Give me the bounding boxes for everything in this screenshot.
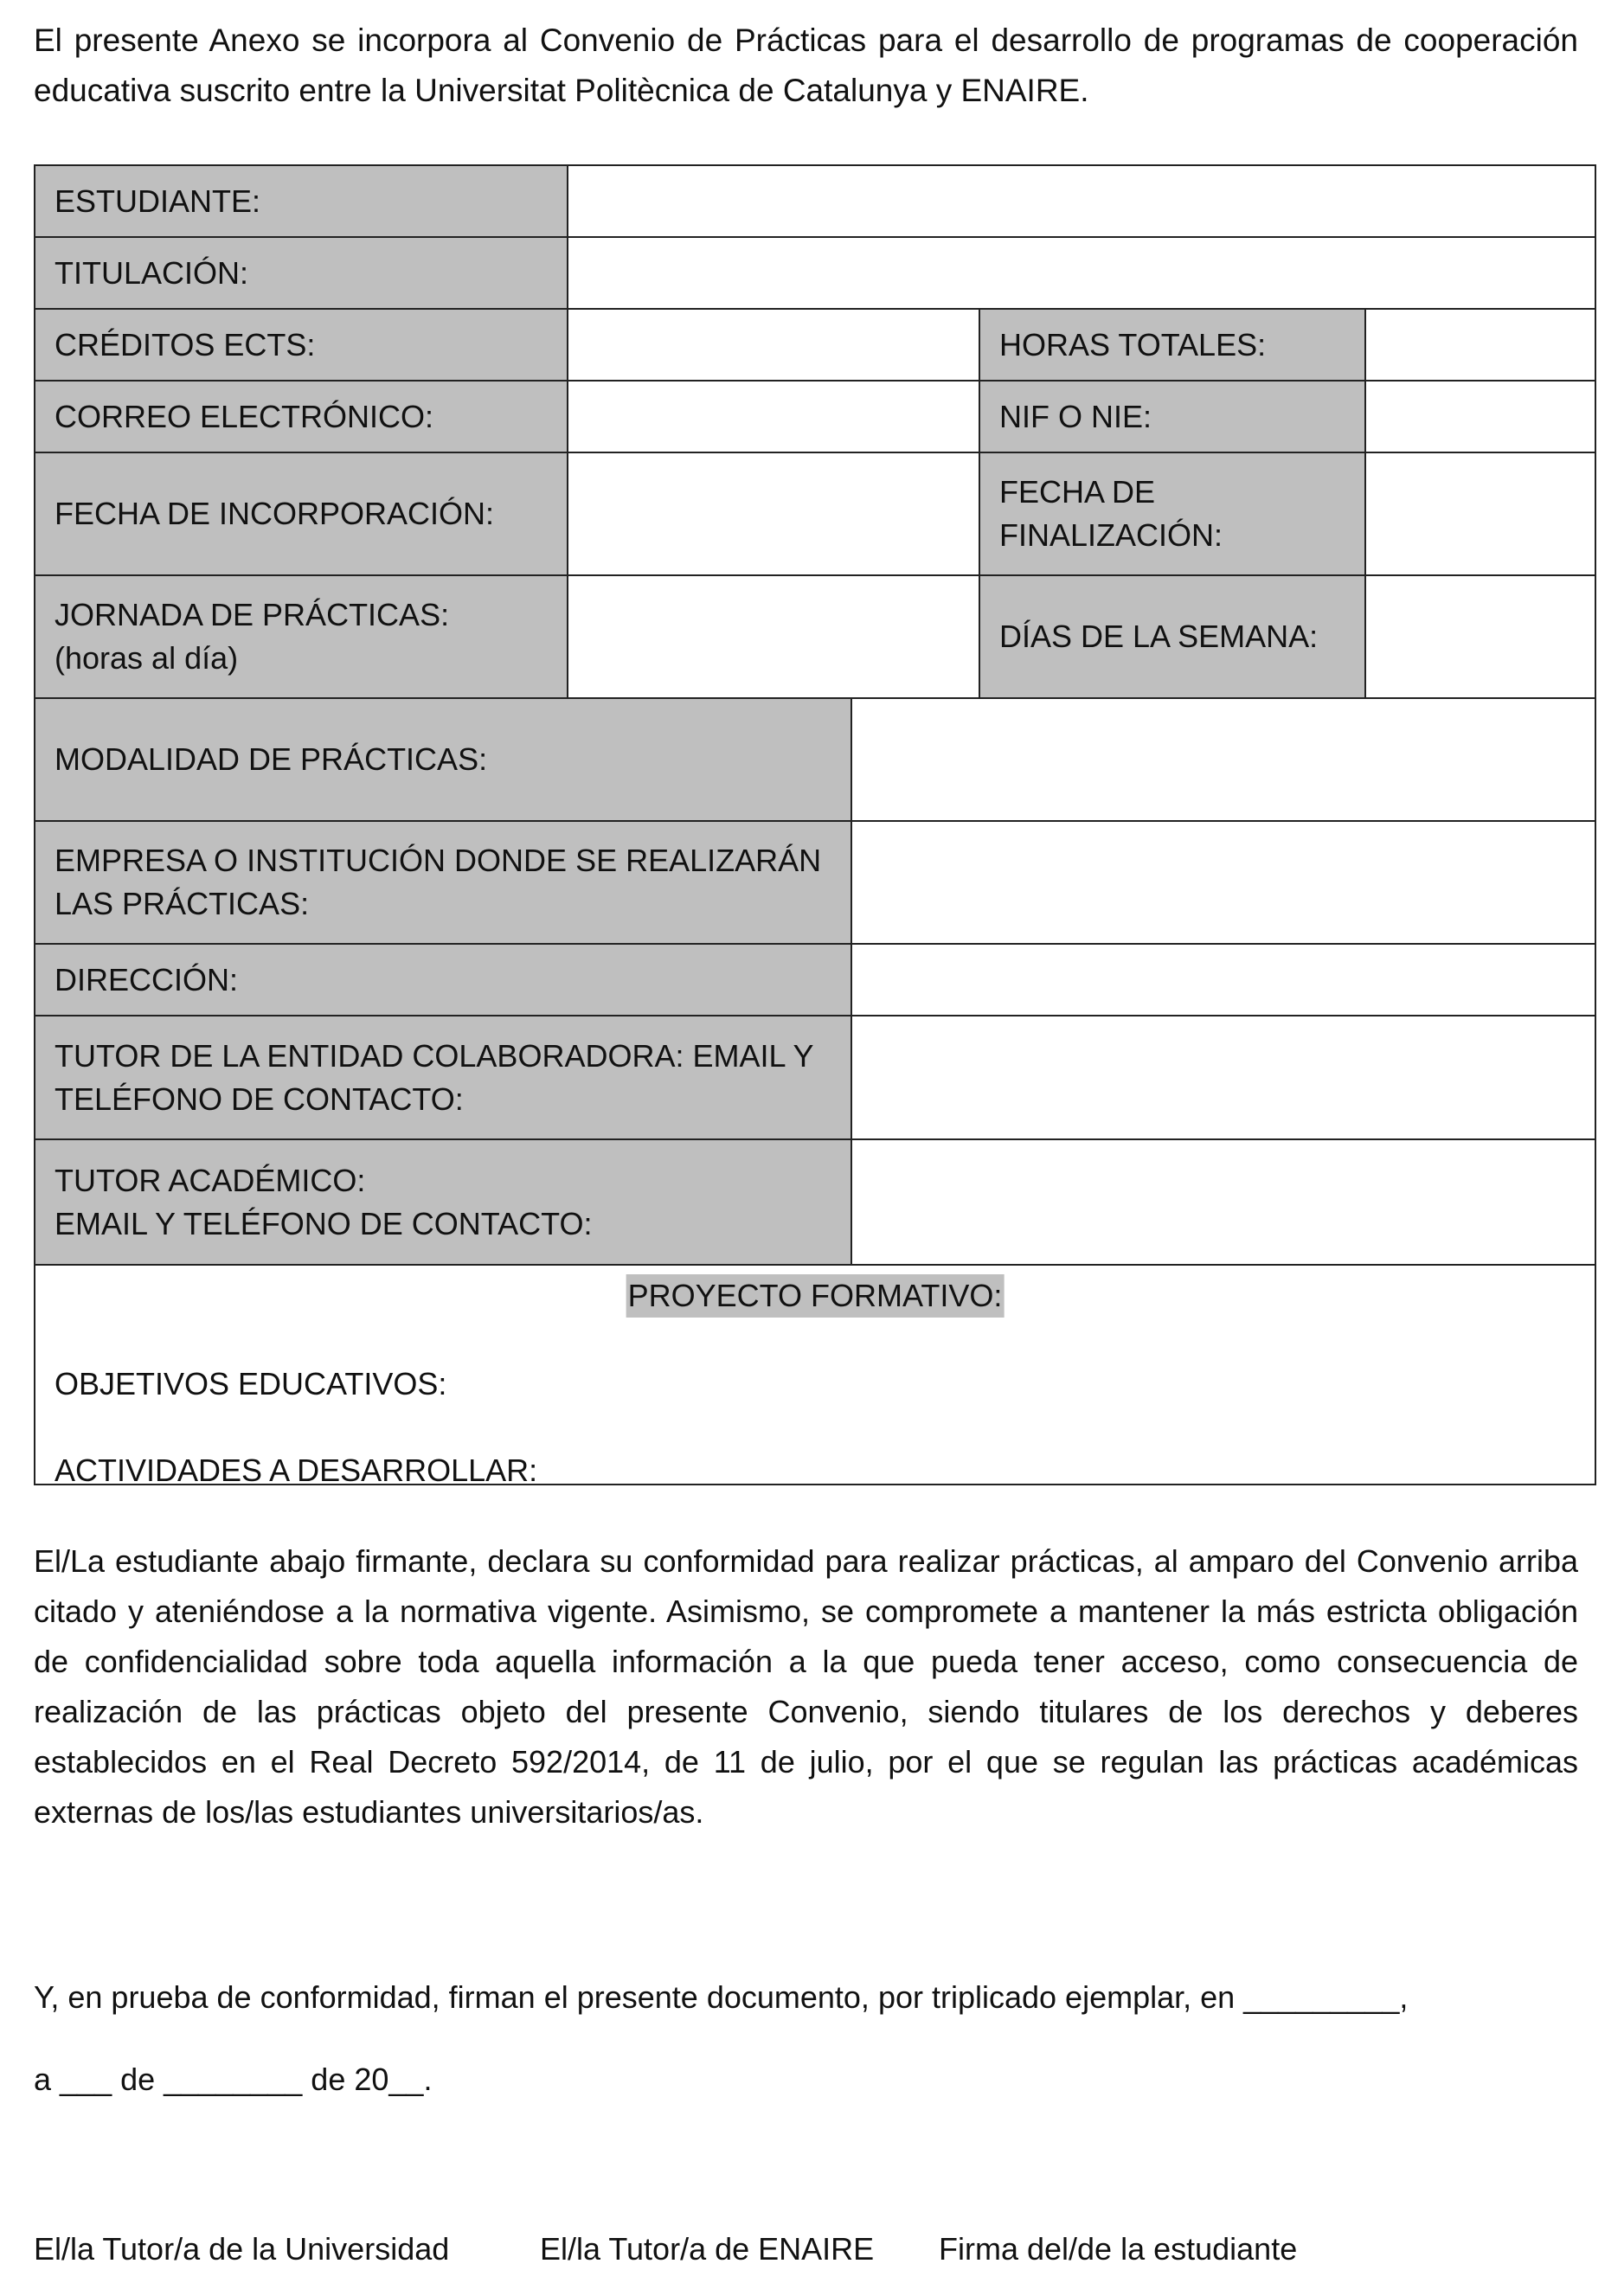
label-estudiante-text: ESTUDIANTE: xyxy=(55,183,261,219)
label-fecha-finalizacion-line1: FECHA DE xyxy=(999,474,1156,510)
label-jornada xyxy=(35,576,568,699)
field-tutor-academico[interactable] xyxy=(852,1140,1595,1266)
field-modalidad[interactable] xyxy=(852,699,1595,822)
label-estudiante xyxy=(35,166,568,238)
field-creditos[interactable] xyxy=(568,310,980,382)
field-jornada[interactable] xyxy=(568,576,980,699)
label-horas-totales-text: HORAS TOTALES: xyxy=(999,326,1267,362)
label-tutor-academico xyxy=(35,1140,852,1266)
label-empresa-line2: LAS PRÁCTICAS: xyxy=(55,886,310,921)
declaration-paragraph: El/La estudiante abajo firmante, declara su conformidad para realizar prácticas, al amparo del Convenio arriba citado y ateniéndose a la normativa vigente. Asimismo, se compromete a mantener la más estricta obligación de confidencialidad sobre toda aquella información a la que pueda tener acceso, como consecuencia de realización de las prácticas objeto del presente Convenio, siendo titulares de los derechos y deberes establecidos en el Real Decreto 592/2014, de 11 de julio, por el que se regulan las prácticas académicas externas de los/las estudiantes universitarios/as. xyxy=(34,1543,1578,1830)
label-horas-totales xyxy=(980,310,1366,382)
conformity-line: Y, en prueba de conformidad, firman el presente documento, por triplicado ejemplar, en _________, xyxy=(34,1979,1409,2015)
intro-paragraph: El presente Anexo se incorpora al Convenio de Prácticas para el desarrollo de programas de cooperación educativa suscrito entre la Universitat Politècnica de Catalunya y ENAIRE. xyxy=(34,22,1578,108)
proyecto-formativo-section[interactable] xyxy=(35,1266,1595,1488)
field-tutor-entidad[interactable] xyxy=(852,1016,1595,1140)
signature-estudiante: Firma del/de la estudiante xyxy=(939,2231,1298,2267)
label-creditos xyxy=(35,310,568,382)
label-modalidad-text: MODALIDAD DE PRÁCTICAS: xyxy=(55,741,488,777)
label-jornada-line1: JORNADA DE PRÁCTICAS: xyxy=(55,597,450,632)
label-correo xyxy=(35,382,568,453)
label-tutor-entidad xyxy=(35,1016,852,1140)
label-titulacion xyxy=(35,238,568,310)
label-tutor-entidad-line2: TELÉFONO DE CONTACTO: xyxy=(55,1081,464,1117)
field-horas-totales[interactable] xyxy=(1366,310,1595,382)
label-titulacion-text: TITULACIÓN: xyxy=(55,254,249,291)
label-dias-semana xyxy=(980,576,1366,699)
objetivos-label: OBJETIVOS EDUCATIVOS: xyxy=(55,1366,447,1401)
label-dias-semana-text: DÍAS DE LA SEMANA: xyxy=(999,619,1319,654)
field-dias-semana[interactable] xyxy=(1366,576,1595,699)
field-fecha-finalizacion[interactable] xyxy=(1366,453,1595,576)
signature-tutor-enaire: El/la Tutor/a de ENAIRE xyxy=(540,2231,875,2267)
label-tutor-academico-line2: EMAIL Y TELÉFONO DE CONTACTO: xyxy=(55,1205,593,1241)
field-correo[interactable] xyxy=(568,382,980,453)
label-empresa xyxy=(35,822,852,945)
field-empresa[interactable] xyxy=(852,822,1595,945)
label-empresa-line1: EMPRESA O INSTITUCIÓN DONDE SE REALIZARÁN xyxy=(55,843,822,878)
proyecto-formativo-title: PROYECTO FORMATIVO: xyxy=(626,1274,1005,1318)
field-fecha-incorporacion[interactable] xyxy=(568,453,980,576)
field-nif[interactable] xyxy=(1366,382,1595,453)
practice-form-table xyxy=(34,164,1596,1488)
signature-tutor-universidad: El/la Tutor/a de la Universidad xyxy=(34,2231,450,2267)
label-fecha-finalizacion xyxy=(980,453,1366,576)
label-nif xyxy=(980,382,1366,453)
field-titulacion[interactable] xyxy=(568,238,1595,310)
date-line: a ___ de ________ de 20__. xyxy=(34,2062,433,2097)
label-correo-text: CORREO ELECTRÓNICO: xyxy=(55,398,434,434)
label-tutor-academico-line1: TUTOR ACADÉMICO: xyxy=(55,1162,366,1198)
label-tutor-entidad-line1: TUTOR DE LA ENTIDAD COLABORADORA: EMAIL Y xyxy=(55,1037,814,1074)
label-direccion xyxy=(35,945,852,1016)
label-direccion-text: DIRECCIÓN: xyxy=(55,961,239,997)
label-fecha-incorporacion xyxy=(35,453,568,576)
label-creditos-text: CRÉDITOS ECTS: xyxy=(55,326,316,362)
label-jornada-line2: (horas al día) xyxy=(55,640,239,676)
field-estudiante[interactable] xyxy=(568,166,1595,238)
label-fecha-finalizacion-line2: FINALIZACIÓN: xyxy=(999,517,1223,553)
field-direccion[interactable] xyxy=(852,945,1595,1016)
actividades-label: ACTIVIDADES A DESARROLLAR: xyxy=(55,1453,538,1488)
label-fecha-incorporacion-text: FECHA DE INCORPORACIÓN: xyxy=(55,496,495,531)
label-nif-text: NIF O NIE: xyxy=(999,398,1152,434)
label-modalidad xyxy=(35,699,852,822)
